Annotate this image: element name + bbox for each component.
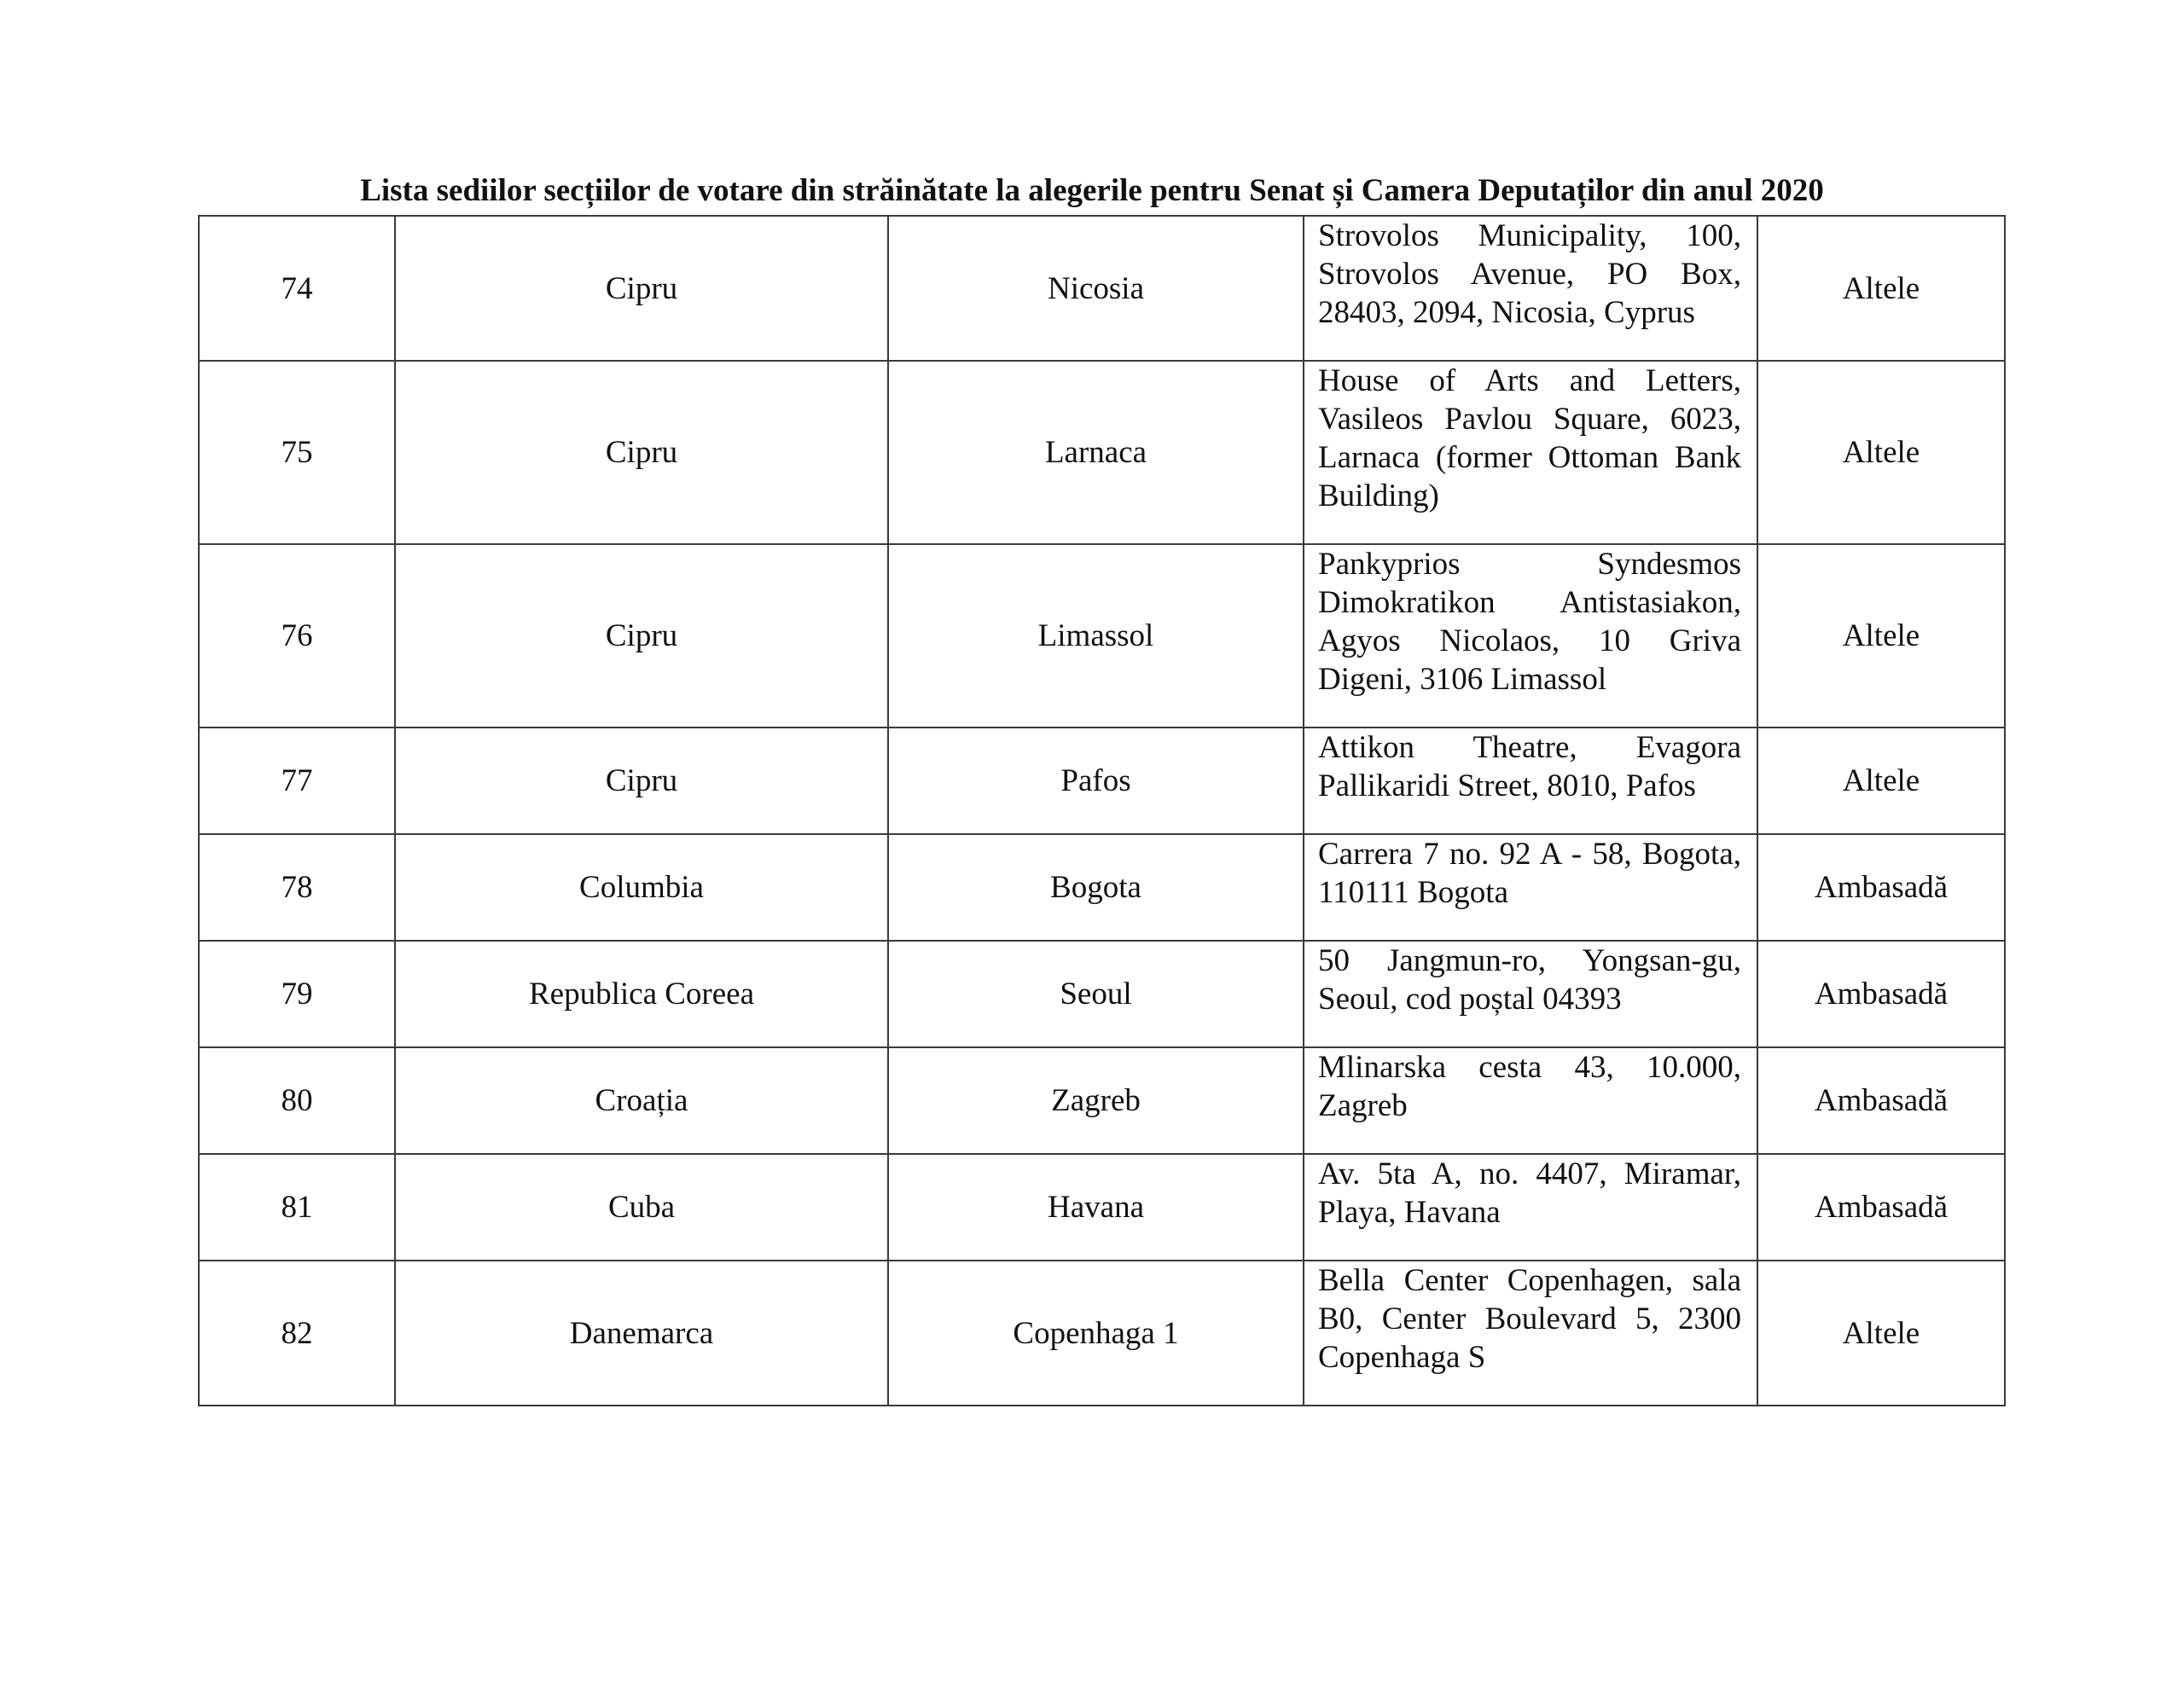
row-number: 74 [199,216,395,361]
country-cell: Cipru [395,216,888,361]
city-cell: Copenhaga 1 [888,1261,1304,1406]
address-text: Pankyprios Syndesmos Dimokratikon Antistasiakon, Agyos Nicolaos, 10 Griva Digeni, 3106 Limassol [1318,547,1741,697]
row-number: 82 [199,1261,395,1406]
row-number: 79 [199,941,395,1047]
row-number: 75 [199,361,395,544]
location-type-cell: Ambasadă [1757,941,2005,1047]
table-row [199,544,2005,728]
address-cell [1304,941,1757,1047]
address-text: House of Arts and Letters, Vasileos Pavlou Square, 6023, Larnaca (former Ottoman Bank Building) [1318,363,1741,513]
address-cell [1304,728,1757,834]
country-cell: Cipru [395,544,888,728]
city-cell: Havana [888,1154,1304,1261]
row-number: 76 [199,544,395,728]
city-cell: Limassol [888,544,1304,728]
address-cell [1304,544,1757,728]
city-cell: Pafos [888,728,1304,834]
address-cell [1304,1047,1757,1154]
polling-stations-table [198,215,2006,1406]
city-cell: Bogota [888,834,1304,941]
location-type-cell: Ambasadă [1757,834,2005,941]
table-row [199,361,2005,544]
table-row [199,728,2005,834]
country-cell: Danemarca [395,1261,888,1406]
row-number: 80 [199,1047,395,1154]
location-type-cell: Altele [1757,361,2005,544]
row-number: 78 [199,834,395,941]
location-type-cell: Ambasadă [1757,1047,2005,1154]
location-type-cell: Ambasadă [1757,1154,2005,1261]
address-text: Attikon Theatre, Evagora Pallikaridi Street, 8010, Pafos [1318,730,1741,803]
city-cell: Zagreb [888,1047,1304,1154]
table-row [199,1154,2005,1261]
address-cell [1304,1154,1757,1261]
country-cell: Republica Coreea [395,941,888,1047]
location-type-cell: Altele [1757,728,2005,834]
table-row [199,1047,2005,1154]
table-row [199,1261,2005,1406]
address-cell [1304,361,1757,544]
address-text: Mlinarska cesta 43, 10.000, Zagreb [1318,1050,1741,1123]
row-number: 77 [199,728,395,834]
city-cell: Larnaca [888,361,1304,544]
city-cell: Nicosia [888,216,1304,361]
country-cell: Cipru [395,728,888,834]
country-cell: Cipru [395,361,888,544]
address-cell [1304,216,1757,361]
location-type-cell: Altele [1757,544,2005,728]
location-type-cell: Altele [1757,216,2005,361]
address-cell [1304,1261,1757,1406]
address-text: Carrera 7 no. 92 A - 58, Bogota, 110111 Bogota [1318,837,1741,910]
table-row [199,216,2005,361]
row-number: 81 [199,1154,395,1261]
address-text: Av. 5ta A, no. 4407, Miramar, Playa, Havana [1318,1157,1741,1230]
page-title: Lista sediilor secțiilor de votare din străinătate la alegerile pentru Senat și Camera Deputaților din anul 2020 [360,173,1824,208]
table-row [199,834,2005,941]
address-text: Bella Center Copenhagen, sala B0, Center Boulevard 5, 2300 Copenhaga S [1318,1263,1741,1375]
city-cell: Seoul [888,941,1304,1047]
table-row [199,941,2005,1047]
location-type-cell: Altele [1757,1261,2005,1406]
address-cell [1304,834,1757,941]
country-cell: Columbia [395,834,888,941]
address-text: Strovolos Municipality, 100, Strovolos Avenue, PO Box, 28403, 2094, Nicosia, Cyprus [1318,218,1741,330]
country-cell: Croația [395,1047,888,1154]
country-cell: Cuba [395,1154,888,1261]
address-text: 50 Jangmun-ro, Yongsan-gu, Seoul, cod poștal 04393 [1318,943,1741,1017]
